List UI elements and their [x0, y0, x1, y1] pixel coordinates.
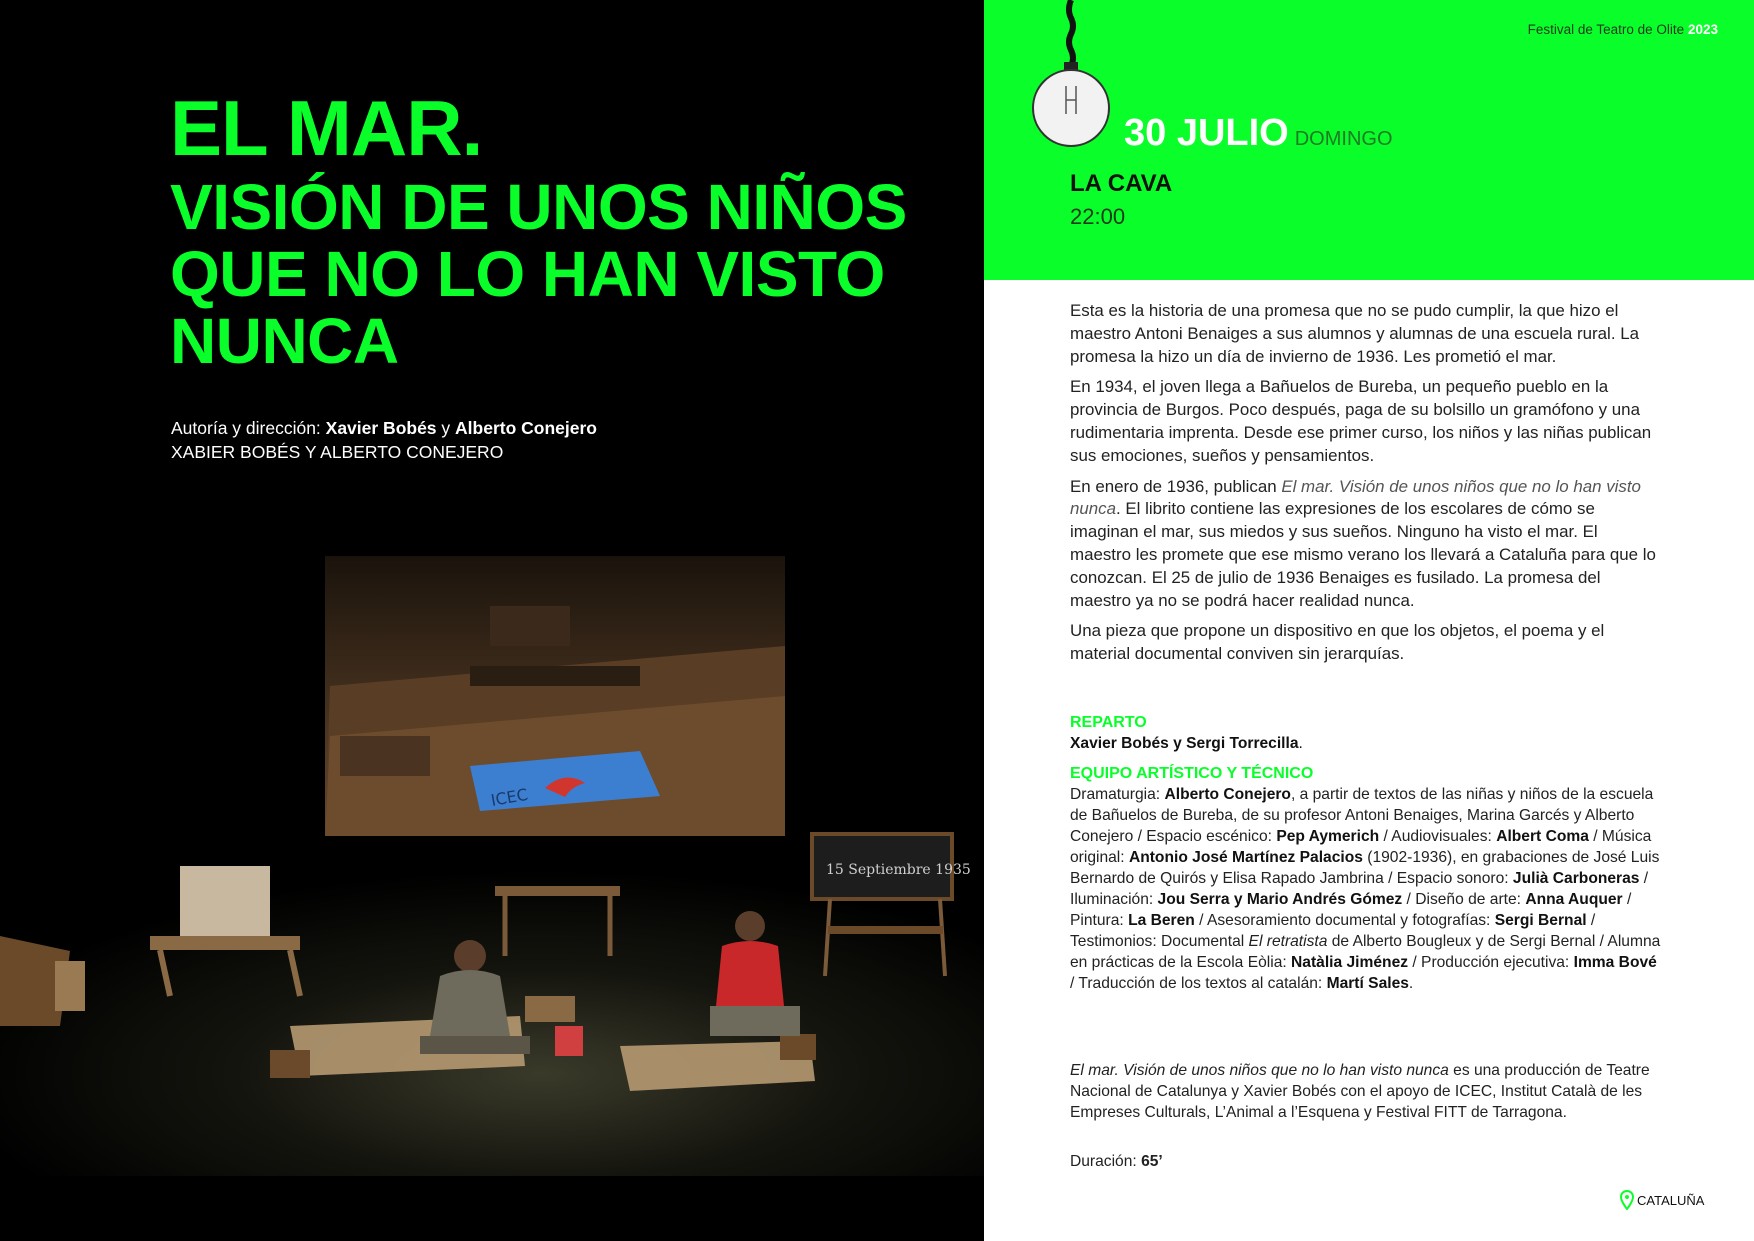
- show-subtitle: VISIÓN DE UNOS NIÑOS QUE NO LO HAN VISTO NUNCA: [170, 171, 907, 377]
- credits-prefix: Autoría y dirección:: [171, 418, 326, 438]
- duration-value: 65’: [1141, 1153, 1163, 1170]
- crew-part: / Producción ejecutiva:: [1408, 954, 1574, 971]
- cast-line: [1070, 733, 1662, 754]
- crew-part: Alberto Conejero: [1164, 786, 1291, 803]
- crew-part: / Traducción de los textos al catalán:: [1070, 975, 1327, 992]
- crew-part: / Pintura:: [1070, 891, 1632, 929]
- event-venue: LA CAVA: [1070, 170, 1173, 197]
- region-name: CATALUÑA: [1637, 1192, 1705, 1208]
- credits-author-2: Alberto Conejero: [455, 418, 597, 438]
- description-paragraph-4: Una pieza que propone un dispositivo en que los objetos, el poema y el material documental conviven sin jerarquías.: [1070, 621, 1605, 664]
- crew-part: Martí Sales: [1326, 975, 1409, 992]
- crew-heading: EQUIPO ARTÍSTICO Y TÉCNICO: [1070, 765, 1314, 782]
- region-tag: [1620, 1190, 1704, 1210]
- crew-part: / Iluminación:: [1070, 870, 1649, 908]
- production-text: es una producción de Teatre Nacional de Catalunya y Xavier Bobés con el apoyo de ICEC, Institut Català de les Empreses Culturals, L’Animal a l’Esquena y Festival FITT de Tarragona.: [1070, 1062, 1650, 1121]
- crew-part: Albert Coma: [1496, 828, 1589, 845]
- crew-part: El retratista: [1248, 933, 1328, 950]
- stage-photo: [0, 556, 984, 1176]
- crew-part: Jou Serra y Mario Andrés Gómez: [1157, 891, 1403, 908]
- credits-line-1: [171, 416, 597, 440]
- description-paragraph-3: [1070, 476, 1662, 613]
- crew-part: Natàlia Jiménez: [1291, 954, 1409, 971]
- description-paragraph-2: En 1934, el joven llega a Bañuelos de Bureba, un pequeño pueblo en la provincia de Burgos. Poco después, paga de su bolsillo un gramófono y una rudimentaria imprenta. Desde ese primer curso, los niños y las niñas publican sus emociones, sueños y pensamientos.: [1070, 377, 1652, 465]
- credits-conjunction: y: [436, 418, 456, 438]
- festival-name: Festival de Teatro de Olite: [1527, 22, 1685, 37]
- p3-work-title: El mar. Visión de unos niños que no lo han visto nunca: [1070, 476, 1641, 519]
- credits-author-1: Xavier Bobés: [325, 418, 437, 438]
- crew-section: [1070, 763, 1662, 994]
- cast-section: [1070, 712, 1662, 754]
- crew-part: La Beren: [1128, 912, 1195, 929]
- crew-part: / Audiovisuales:: [1379, 828, 1497, 845]
- crew-part: / Música original:: [1070, 828, 1652, 866]
- crew-part: / Asesoramiento documental y fotografías:: [1194, 912, 1495, 929]
- projection-screen: [325, 556, 785, 838]
- duration: [1070, 1153, 1163, 1171]
- crew-part: Imma Bové: [1573, 954, 1657, 971]
- festival-label: [1528, 22, 1718, 37]
- crew-part: Pep Aymerich: [1276, 828, 1380, 845]
- crew-part: Dramaturgia:: [1070, 786, 1165, 803]
- p3-rest: . El librito contiene las expresiones de los escolares de cómo se imaginan el mar, sus miedos y sus sueños. Ninguno ha visto el mar. El maestro les promete que ese mismo verano los llevará a Cataluña para que lo conozcan. El 25 de julio de 1936 Benaiges es fusilado. La promesa del maestro ya no se podrá hacer realidad nunca.: [1070, 499, 1656, 610]
- light-bulb-icon: [1026, 0, 1116, 150]
- p3-intro: En enero de 1936, publican: [1070, 476, 1282, 496]
- duration-label: Duración:: [1070, 1153, 1142, 1170]
- cast-heading: REPARTO: [1070, 714, 1147, 731]
- crew-part: Sergi Bernal: [1494, 912, 1587, 929]
- event-day: 30 JULIO: [1124, 112, 1289, 154]
- crew-part: .: [1408, 975, 1414, 992]
- crew-part: Anna Auquer: [1525, 891, 1623, 908]
- event-weekday: DOMINGO: [1294, 128, 1393, 150]
- crew-part: Antonio José Martínez Palacios: [1128, 849, 1363, 866]
- crew-part: Julià Carboneras: [1512, 870, 1640, 887]
- crew-part: , a partir de textos de las niñas y niños de la escuela de Bañuelos de Bureba, de su profesor Antoni Benaiges, Marina Garcés y Alberto Conejero / Espacio escénico:: [1070, 786, 1654, 845]
- production-note: [1070, 1060, 1662, 1123]
- sign-text: ICEC: [489, 784, 530, 810]
- crew-part: (1902-1936), en grabaciones de José Luis Bernardo de Quirós y Elisa Rapado Jambrina / Espacio sonoro:: [1070, 849, 1660, 887]
- description: [1070, 300, 1662, 674]
- credits-line-2: XABIER BOBÉS Y ALBERTO CONEJERO: [171, 442, 504, 462]
- credits: [171, 416, 597, 464]
- cast-names: Xavier Bobés y Sergi Torrecilla: [1070, 735, 1299, 752]
- crew-part: de Alberto Bougleux y de Sergi Bernal / Alumna en prácticas de la Escola Eòlia:: [1070, 933, 1661, 971]
- event-date: [1124, 112, 1393, 155]
- crew-text: [1070, 784, 1662, 994]
- right-page: [984, 0, 1754, 1241]
- crew-part: / Diseño de arte:: [1402, 891, 1526, 908]
- description-paragraph-1: Esta es la historia de una promesa que no se pudo cumplir, la que hizo el maestro Antoni Benaiges a sus alumnos y alumnas de una escuela rural. La promesa la hizo un día de invierno de 1936. Les prometió el mar.: [1070, 301, 1639, 366]
- event-time: 22:00: [1070, 204, 1126, 229]
- blackboard-text: 15 Septiembre 1935: [826, 862, 971, 878]
- show-title: EL MAR.: [170, 84, 483, 172]
- crew-part: / Testimonios: Documental: [1070, 912, 1596, 950]
- festival-year: 2023: [1687, 22, 1718, 37]
- map-pin-icon: [1620, 1190, 1634, 1210]
- cast-end: .: [1298, 735, 1303, 752]
- production-title: El mar. Visión de unos niños que no lo han visto nunca: [1070, 1062, 1449, 1079]
- event-header: [984, 0, 1754, 280]
- stage-photo-illustration: [0, 556, 984, 1176]
